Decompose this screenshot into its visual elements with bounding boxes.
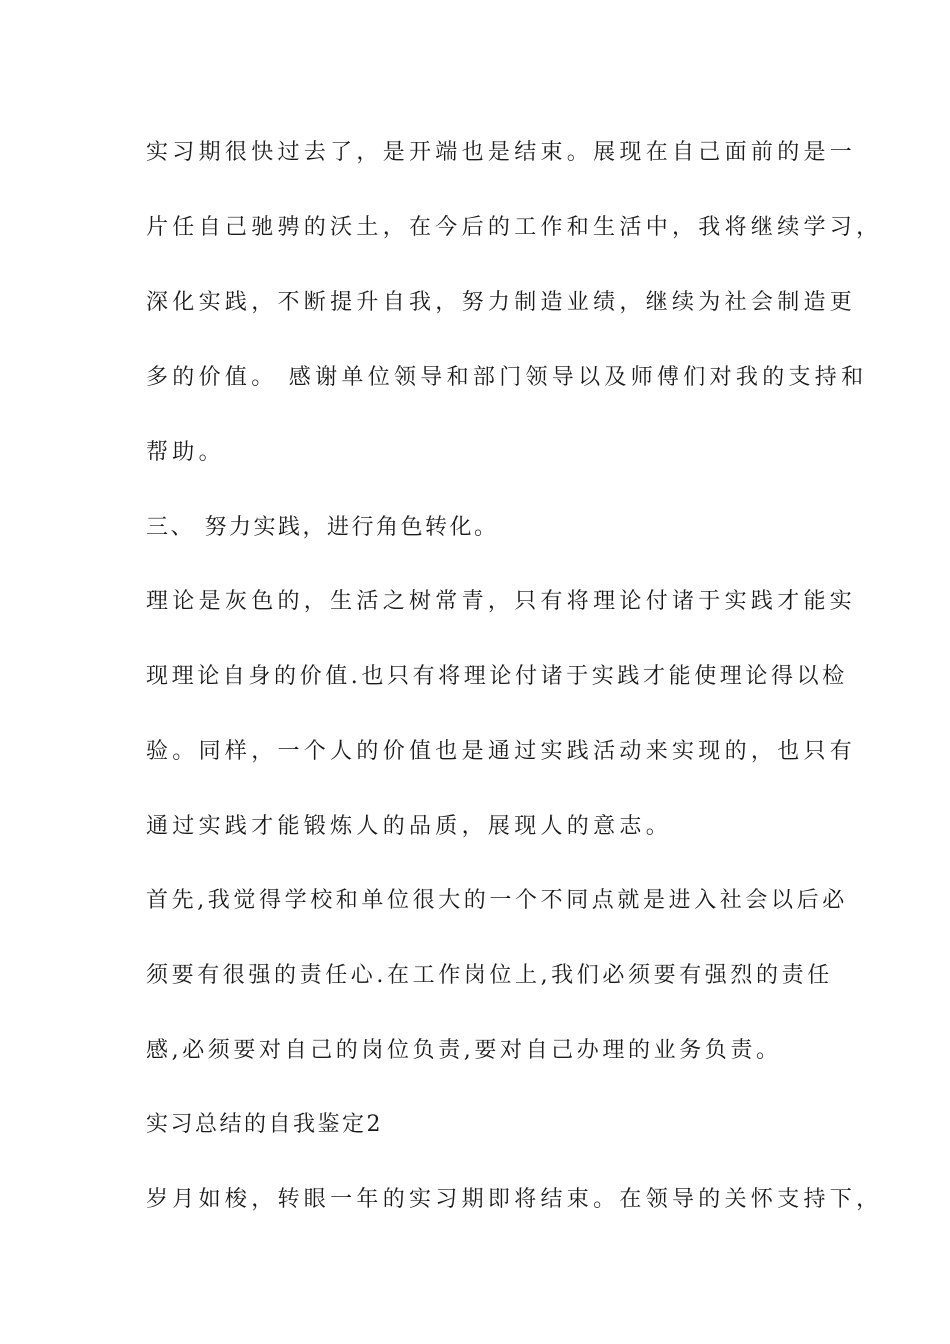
paragraph-line-1: 实习期很快过去了，是开端也是结束。展现在自己面前的是一: [146, 140, 857, 165]
paragraph-line-10: 通过实践才能锻炼人的品质，展现人的意志。: [146, 814, 673, 839]
section-title: 实习总结的自我鉴定2: [146, 1112, 383, 1137]
section-heading-3: 三、 努力实践，进行角色转化。: [146, 515, 499, 540]
paragraph-line-4: 多的价值。 感谢单位领导和部门领导以及师傅们对我的支持和: [146, 365, 868, 390]
paragraph-line-15: 岁月如梭，转眼一年的实习期即将结束。在领导的关怀支持下，: [146, 1187, 883, 1212]
paragraph-line-7: 理论是灰色的，生活之树常青，只有将理论付诸于实践才能实: [146, 589, 857, 614]
paragraph-line-13: 感,必须要对自己的岗位负责,要对自己办理的业务负责。: [146, 1038, 782, 1063]
paragraph-line-11: 首先,我觉得学校和单位很大的一个不同点就是进入社会以后必: [146, 888, 848, 913]
paragraph-line-5: 帮助。: [146, 440, 225, 465]
paragraph-line-9: 验。同样，一个人的价值也是通过实践活动来实现的，也只有: [146, 739, 857, 764]
paragraph-line-3: 深化实践，不断提升自我，努力制造业绩，继续为社会制造更: [146, 290, 857, 315]
paragraph-line-2: 片任自己驰骋的沃土，在今后的工作和生活中，我将继续学习，: [146, 215, 883, 240]
paragraph-line-12: 须要有很强的责任心.在工作岗位上,我们必须要有强烈的责任: [146, 963, 833, 988]
paragraph-line-8: 现理论自身的价值.也只有将理论付诸于实践才能使理论得以检: [146, 664, 848, 689]
